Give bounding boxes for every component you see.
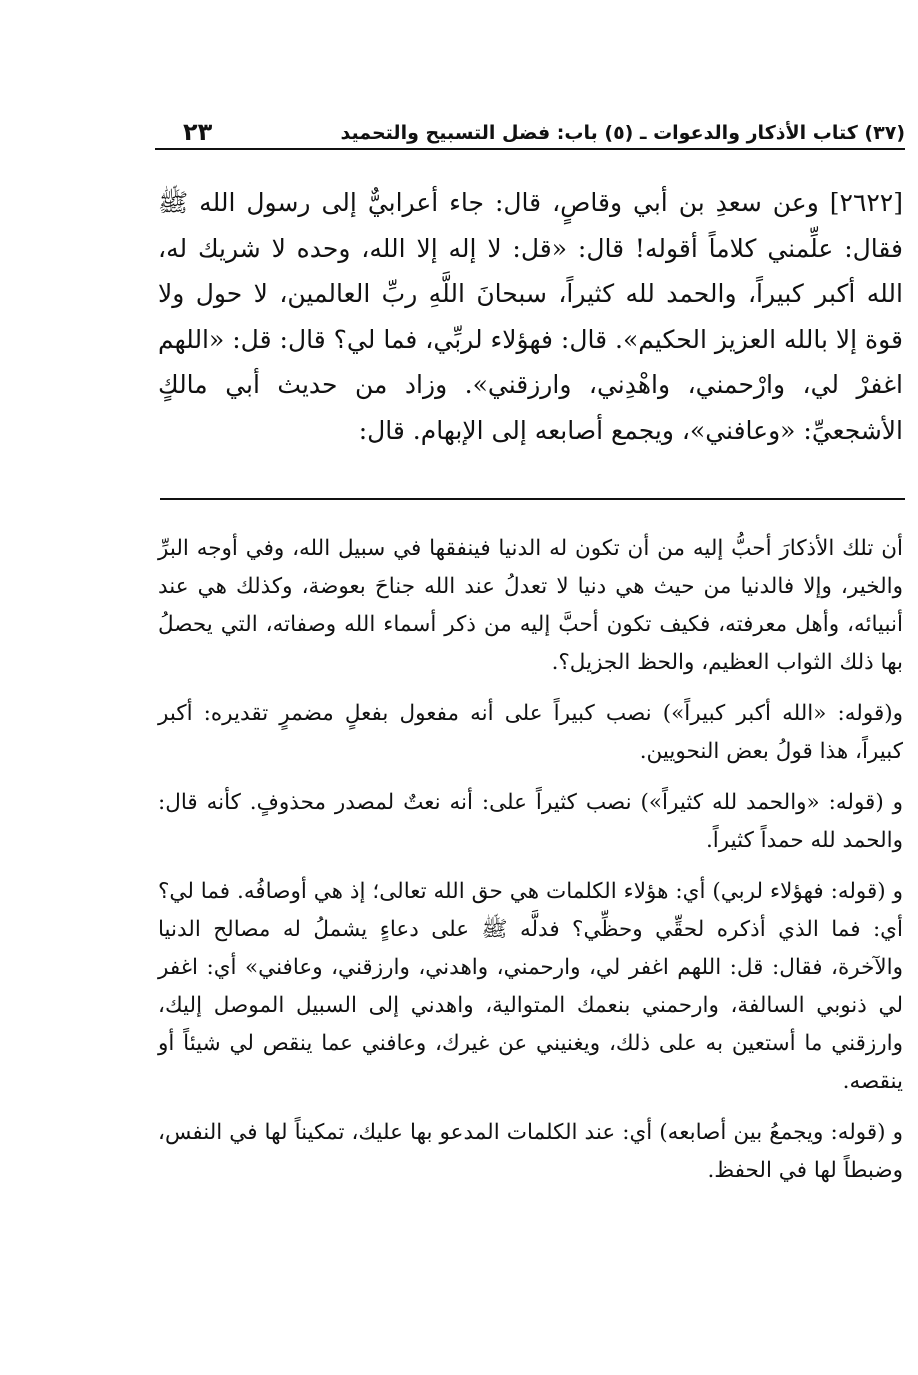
running-header-title: (٣٧) كتاب الأذكار والدعوات ـ (٥) باب: فضل التسبيح والتحميد [340, 122, 905, 144]
commentary-paragraph: و(قوله: «الله أكبر كبيراً») نصب كبيراً على أنه مفعول بفعلٍ مضمرٍ تقديره: أكبر كبيراً، هذا قولُ بعض النحويين. [158, 701, 903, 764]
footnote-divider [160, 498, 905, 500]
page-header [155, 112, 905, 150]
commentary-paragraph: و (قوله: فهؤلاء لربي) أي: هؤلاء الكلمات هي حق الله تعالى؛ إذ هي أوصافُه. فما لي؟ أي: فما الذي أذكره لحقِّي وحظِّي؟ فدلَّه ﷺ على دعاءٍ يشملُ له مصالح الدنيا والآخرة، فقال: قل: اللهم اغفر لي، وارحمني، واهدني، وارزقني، وعافني» أي: اغفر لي ذنوبي السالفة، وارحمني بنعمك المتوالية، واهدني إلى السبيل الموصل إليك، وارزقني ما أستعين به على ذلك، ويغنيني عن غيرك، وعافني عما ينقص لي شيئاً أو ينقصه. [158, 879, 903, 1094]
commentary-block [158, 530, 903, 1203]
hadith-paragraph: [٢٦٢٢] وعن سعدِ بن أبي وقاصٍ، قال: جاء أعرابيٌّ إلى رسول الله ﷺ فقال: علِّمني كلاماً أقوله! قال: «قل: لا إله إلا الله، وحده لا شريك له، الله أكبر كبيراً، والحمد لله كثيراً، سبحانَ اللَّهِ ربِّ العالمين، لا حول ولا قوة إلا بالله العزيز الحكيم». قال: فهؤلاء لربِّي، فما لي؟ قال: قل: «اللهم اغفرْ لي، وارْحمني، واهْدِني، وارزقني». وزاد من حديث أبي مالكٍ الأشجعيِّ: «وعافني»، ويجمع أصابعه إلى الإبهام. قال: [158, 188, 903, 445]
commentary-paragraph: و (قوله: «والحمد لله كثيراً») نصب كثيراً على: أنه نعتٌ لمصدر محذوفٍ. كأنه قال: والحمد لله حمداً كثيراً. [158, 790, 903, 853]
commentary-paragraph: و (قوله: ويجمعُ بين أصابعه) أي: عند الكلمات المدعو بها عليك، تمكيناً لها في النفس، وضبطاً لها في الحفظ. [158, 1120, 903, 1183]
commentary-paragraph: أن تلك الأذكارَ أحبُّ إليه من أن تكون له الدنيا فينفقها في سبيل الله، وفي أوجه البرِّ والخير، وإلا فالدنيا من حيث هي دنيا لا تعدلُ عند الله جناحَ بعوضة، وكذلك هي عند أنبيائه، وأهل معرفته، فكيف تكون أحبَّ إليه من ذكر أسماء الله وصفاته، التي يحصلُ بها ذلك الثواب العظيم، والحظ الجزيل؟. [158, 536, 903, 675]
page-number: ٢٣ [183, 118, 213, 146]
hadith-text-block [158, 180, 903, 453]
